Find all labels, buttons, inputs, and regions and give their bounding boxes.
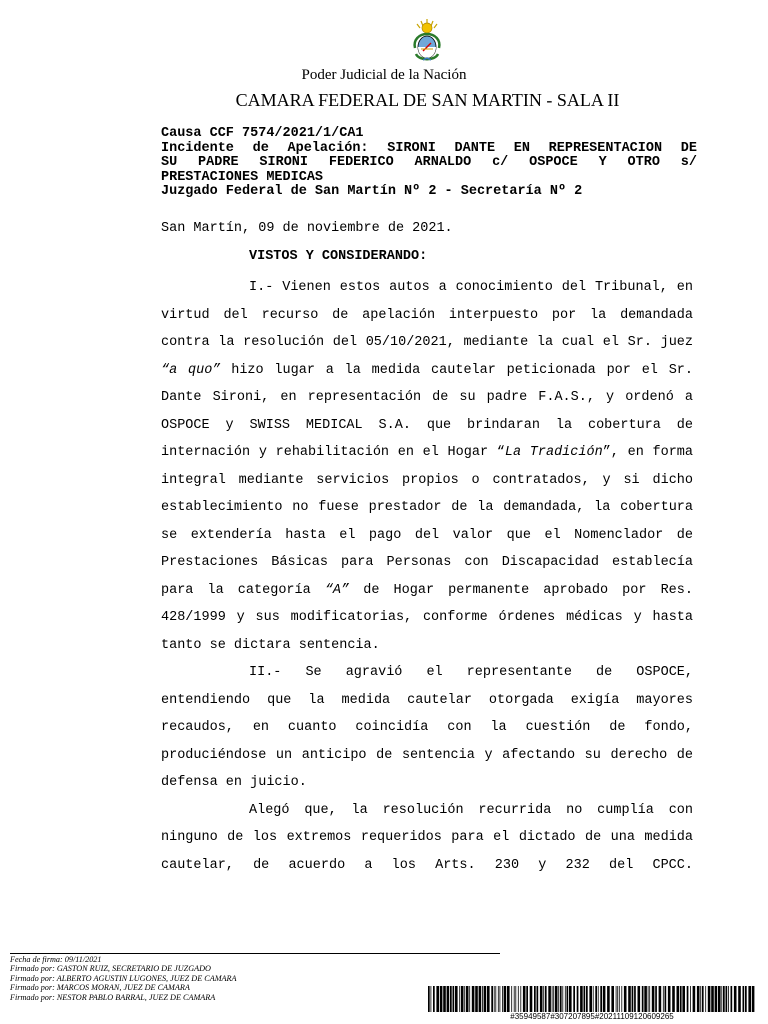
coat-of-arms-icon	[409, 18, 445, 64]
signature-4: Firmado por: NESTOR PABLO BARRAL, JUEZ DE CAMARA	[10, 992, 216, 1002]
barcode-number: #35949587#307207895#20211109120609265	[510, 1012, 674, 1021]
case-caption	[161, 127, 697, 200]
case-title-line-2: SU PADRE SIRONI FEDERICO ARNALDO c/ OSPOCE Y OTRO s/	[161, 155, 697, 171]
paragraph-1	[161, 274, 693, 659]
signature-2: Firmado por: ALBERTO AGUSTIN LUGONES, JUEZ DE CAMARA	[10, 973, 237, 983]
signature-block	[10, 955, 430, 1002]
paragraph-1-category: “A”	[324, 582, 350, 598]
paragraph-1-text-g: de Hogar permanente aprobado por Res. 428/1999 y sus modificatorias, conforme órdenes médicas y hasta tanto se dictara sentencia.	[161, 582, 693, 653]
paragraph-1-hogar-name: La Tradición	[504, 445, 603, 460]
barcode-icon	[428, 986, 756, 1012]
paragraph-2: II.- Se agravió el representante de OSPOCE, entendiendo que la medida cautelar otorgada exigía mayores recaudos, en cuanto coincidía con la cuestión de fondo, produciéndose un anticipo de sentencia y afectando su derecho de defensa en juicio.	[161, 665, 693, 790]
institution-header: Poder Judicial de la Nación	[301, 67, 467, 83]
case-title-line-1: Incidente de Apelación: SIRONI DANTE EN REPRESENTACION DE	[161, 140, 697, 156]
signature-3: Firmado por: MARCOS MORAN, JUEZ DE CAMARA	[10, 983, 190, 993]
court-header: CAMARA FEDERAL DE SAN MARTIN - SALA II	[235, 90, 620, 110]
section-heading: VISTOS Y CONSIDERANDO:	[249, 249, 428, 264]
date-line: San Martín, 09 de noviembre de 2021.	[161, 221, 453, 236]
signature-date: Fecha de firma: 09/11/2021	[10, 955, 102, 964]
court-of-origin: Juzgado Federal de San Martín Nº 2 - Secretaría Nº 2	[161, 184, 583, 200]
paragraph-1-text-a: I.- Vienen estos autos a conocimiento del Tribunal, en virtud del recurso de apelación interpuesto por la demandada contra la resolución del 05/10/2021, mediante la cual el Sr. juez	[161, 280, 693, 350]
paragraph-3: Alegó que, la resolución recurrida no cumplía con ninguno de los extremos requeridos para el dictado de una medida cautelar, de acuerdo a los Arts. 230 y 232 del CPCC.	[161, 802, 693, 873]
case-number: Causa CCF 7574/2021/1/CA1	[161, 126, 364, 141]
case-title-line-3: PRESTACIONES MEDICAS	[161, 169, 324, 185]
footer-divider	[10, 953, 500, 954]
paragraph-1-text-c: hizo lugar a la medida cautelar peticionada por el Sr. Dante Sironi, en representación de su padre F.A.S., y ordenó a OSPOCE y SWISS MEDICAL S.A. que brindaran la cobertura de internación y rehabilitación en el Hogar “	[161, 362, 693, 460]
resolution-body	[161, 274, 693, 879]
paragraph-1-a-quo: “a quo”	[161, 362, 221, 378]
paragraph-1-text-e: ”, en forma integral mediante servicios propios o contratados, y si dicho establecimiento no fuese prestador de la demandada, la cobertura se extendería hasta el pago del valor que el Nomenclador de Prestaciones Básicas para Personas con Discapacidad establecía para la categoría	[161, 445, 693, 598]
signature-1: Firmado por: GASTON RUIZ, SECRETARIO DE JUZGADO	[10, 964, 211, 974]
